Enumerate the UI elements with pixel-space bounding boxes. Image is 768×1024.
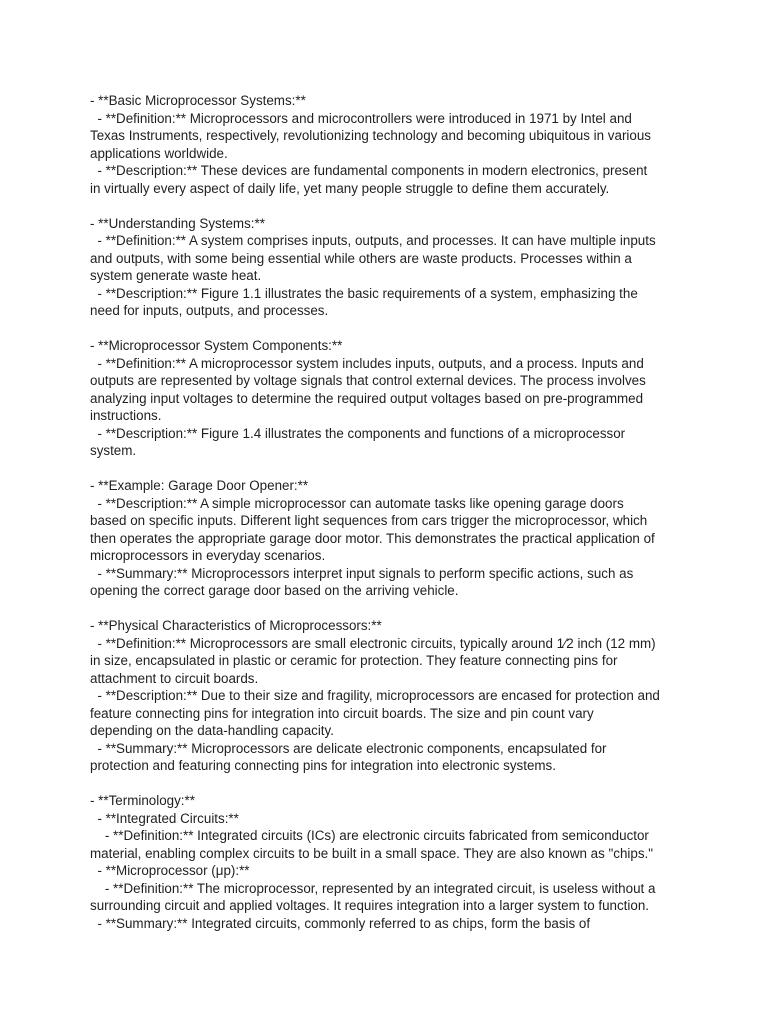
- text-line: analyzing input voltages to determine the required output voltages based on pre-programmed: [90, 390, 644, 406]
- text-line: - **Definition:** Microprocessors and microcontrollers were introduced in 1971 by Intel and: [90, 110, 632, 126]
- text-line: in size, encapsulated in plastic or ceramic for protection. They feature connecting pins for: [90, 653, 618, 668]
- text-line: - **Description:** Due to their size and fragility, microprocessors are encased for protection and: [90, 688, 660, 703]
- text-line: - **Terminology:**: [90, 793, 195, 808]
- text-line: - **Physical Characteristics of Microprocessors:**: [90, 618, 382, 633]
- text-line: - **Description:** Figure 1.1 illustrates the basic requirements of a system, emphasizing the: [90, 285, 638, 301]
- text-line: in virtually every aspect of daily life, yet many people struggle to define them accurately.: [90, 180, 610, 196]
- text-line: - **Summary:** Microprocessors are delicate electronic components, encapsulated for: [90, 740, 607, 756]
- text-line: outputs are represented by voltage signals that control external devices. The process involves: [90, 373, 646, 388]
- blank-line: [90, 460, 690, 478]
- text-line: system.: [90, 443, 137, 458]
- text-line: protection and featuring connecting pins for integration into electronic systems.: [90, 758, 556, 773]
- text-line: - **Description:** A simple microprocessor can automate tasks like opening garage doors: [90, 495, 624, 511]
- text-line: then operates the appropriate garage door motor. This demonstrates the practical application of: [90, 530, 655, 546]
- text-line: - **Summary:** Microprocessors interpret input signals to perform specific actions, such as: [90, 565, 634, 581]
- blank-line: [90, 197, 690, 215]
- text-line: - **Understanding Systems:**: [90, 215, 265, 231]
- text-line: surrounding circuit and applied voltages. It requires integration into a larger system to function.: [90, 898, 649, 913]
- text-line: applications worldwide.: [90, 145, 228, 161]
- text-line: and outputs, with some being essential while others are waste products. Processes within a: [90, 250, 632, 266]
- text-line: microprocessors in everyday scenarios.: [90, 548, 326, 563]
- document-body: [90, 92, 690, 932]
- text-line: need for inputs, outputs, and processes.: [90, 303, 329, 318]
- text-line: - **Microprocessor (μp):**: [90, 863, 250, 878]
- text-line: instructions.: [90, 408, 162, 423]
- blank-line: [90, 600, 690, 618]
- text-line: feature connecting pins for integration into circuit boards. The size and pin count vary: [90, 705, 594, 721]
- text-line: - **Description:** These devices are fundamental components in modern electronics, present: [90, 163, 648, 178]
- text-line: - **Description:** Figure 1.4 illustrates the components and functions of a microprocessor: [90, 425, 626, 441]
- text-line: - **Example: Garage Door Opener:**: [90, 478, 309, 493]
- text-line: - **Integrated Circuits:**: [90, 810, 239, 826]
- text-line: - **Definition:** The microprocessor, represented by an integrated circuit, is useless without a: [90, 880, 656, 896]
- text-line: based on specific inputs. Different light sequences from cars trigger the microprocessor, which: [90, 513, 648, 528]
- text-line: - **Definition:** Integrated circuits (ICs) are electronic circuits fabricated from semiconductor: [90, 828, 649, 843]
- text-line: - **Summary:** Integrated circuits, commonly referred to as chips, form the basis of: [90, 915, 591, 931]
- text-line: - **Definition:** A system comprises inputs, outputs, and processes. It can have multiple inputs: [90, 233, 656, 248]
- text-line: material, enabling complex circuits to be built in a small space. They are also known as "chips.": [90, 845, 654, 861]
- text-line: - **Definition:** A microprocessor system includes inputs, outputs, and a process. Inputs and: [90, 355, 644, 371]
- blank-line: [90, 775, 690, 793]
- text-line: - **Basic Microprocessor Systems:**: [90, 93, 306, 108]
- text-line: attachment to circuit boards.: [90, 670, 259, 686]
- text-line: Texas Instruments, respectively, revolutionizing technology and becoming ubiquitous in various: [90, 128, 651, 143]
- text-line: opening the correct garage door based on the arriving vehicle.: [90, 583, 459, 598]
- text-line: depending on the data-handling capacity.: [90, 723, 334, 738]
- text-line: - **Definition:** Microprocessors are small electronic circuits, typically around 1⁄2 inch (12 mm): [90, 635, 656, 651]
- text-line: - **Microprocessor System Components:**: [90, 338, 343, 353]
- text-line: system generate waste heat.: [90, 268, 262, 283]
- blank-line: [90, 320, 690, 338]
